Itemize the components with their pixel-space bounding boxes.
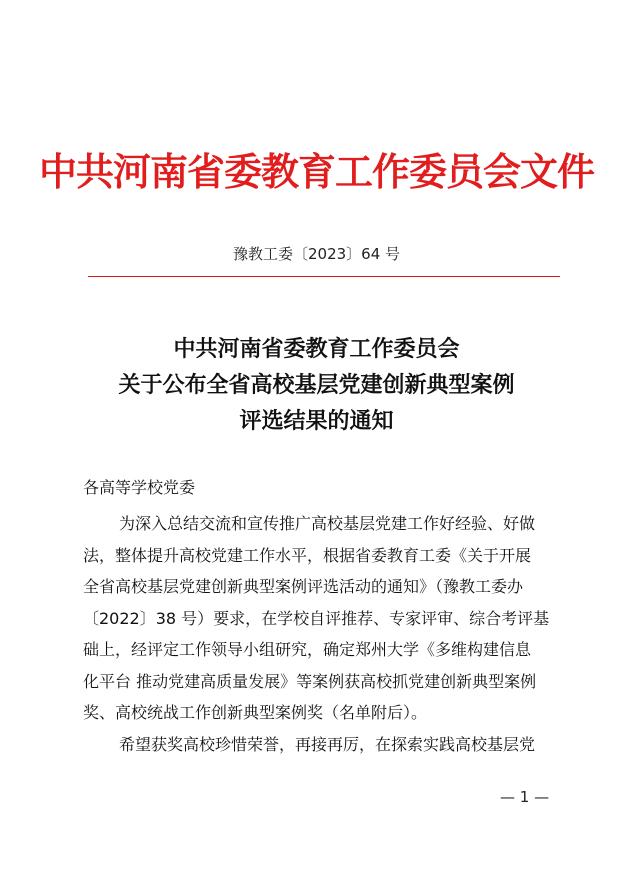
issuer-title: 中共河南省委教育工作委员会文件 bbox=[38, 149, 594, 194]
body-text bbox=[83, 508, 583, 760]
heading-line: 评选结果的通知 bbox=[239, 409, 394, 434]
body-line: 础上，经评定工作领导小组研究，确定郑州大学《多维构建信息 bbox=[83, 640, 532, 659]
salutation: 各高等学校党委 bbox=[83, 478, 196, 497]
body-line: 奖、高校统战工作创新典型案例奖（名单附后）。 bbox=[83, 703, 428, 722]
heading-line: 关于公布全省高校基层党建创新典型案例 bbox=[118, 373, 515, 398]
body-line: 化平台 推动党建高质量发展》等案例获高校抓党建创新典型案例 bbox=[83, 671, 537, 691]
page-number: — 1 — bbox=[500, 788, 550, 806]
body-line: 法，整体提升高校党建工作水平，根据省委教育工委《关于开展 bbox=[83, 545, 532, 565]
body-line: 全省高校基层党建创新典型案例评选活动的通知》（豫教工委办 bbox=[83, 577, 524, 596]
document-heading bbox=[0, 332, 633, 440]
document-number: 豫教工委〔2023〕64 号 bbox=[232, 245, 401, 263]
red-divider-line bbox=[88, 276, 560, 277]
body-line: 〔2022〕38 号）要求，在学校自评推荐、专家评审、综合考评基 bbox=[83, 608, 550, 628]
heading-line: 中共河南省委教育工作委员会 bbox=[173, 337, 460, 362]
body-line: 为深入总结交流和宣传推广高校基层党建工作好经验、好做 bbox=[119, 514, 536, 533]
body-line: 希望获奖高校珍惜荣誉，再接再厉，在探索实践高校基层党 bbox=[119, 734, 536, 754]
